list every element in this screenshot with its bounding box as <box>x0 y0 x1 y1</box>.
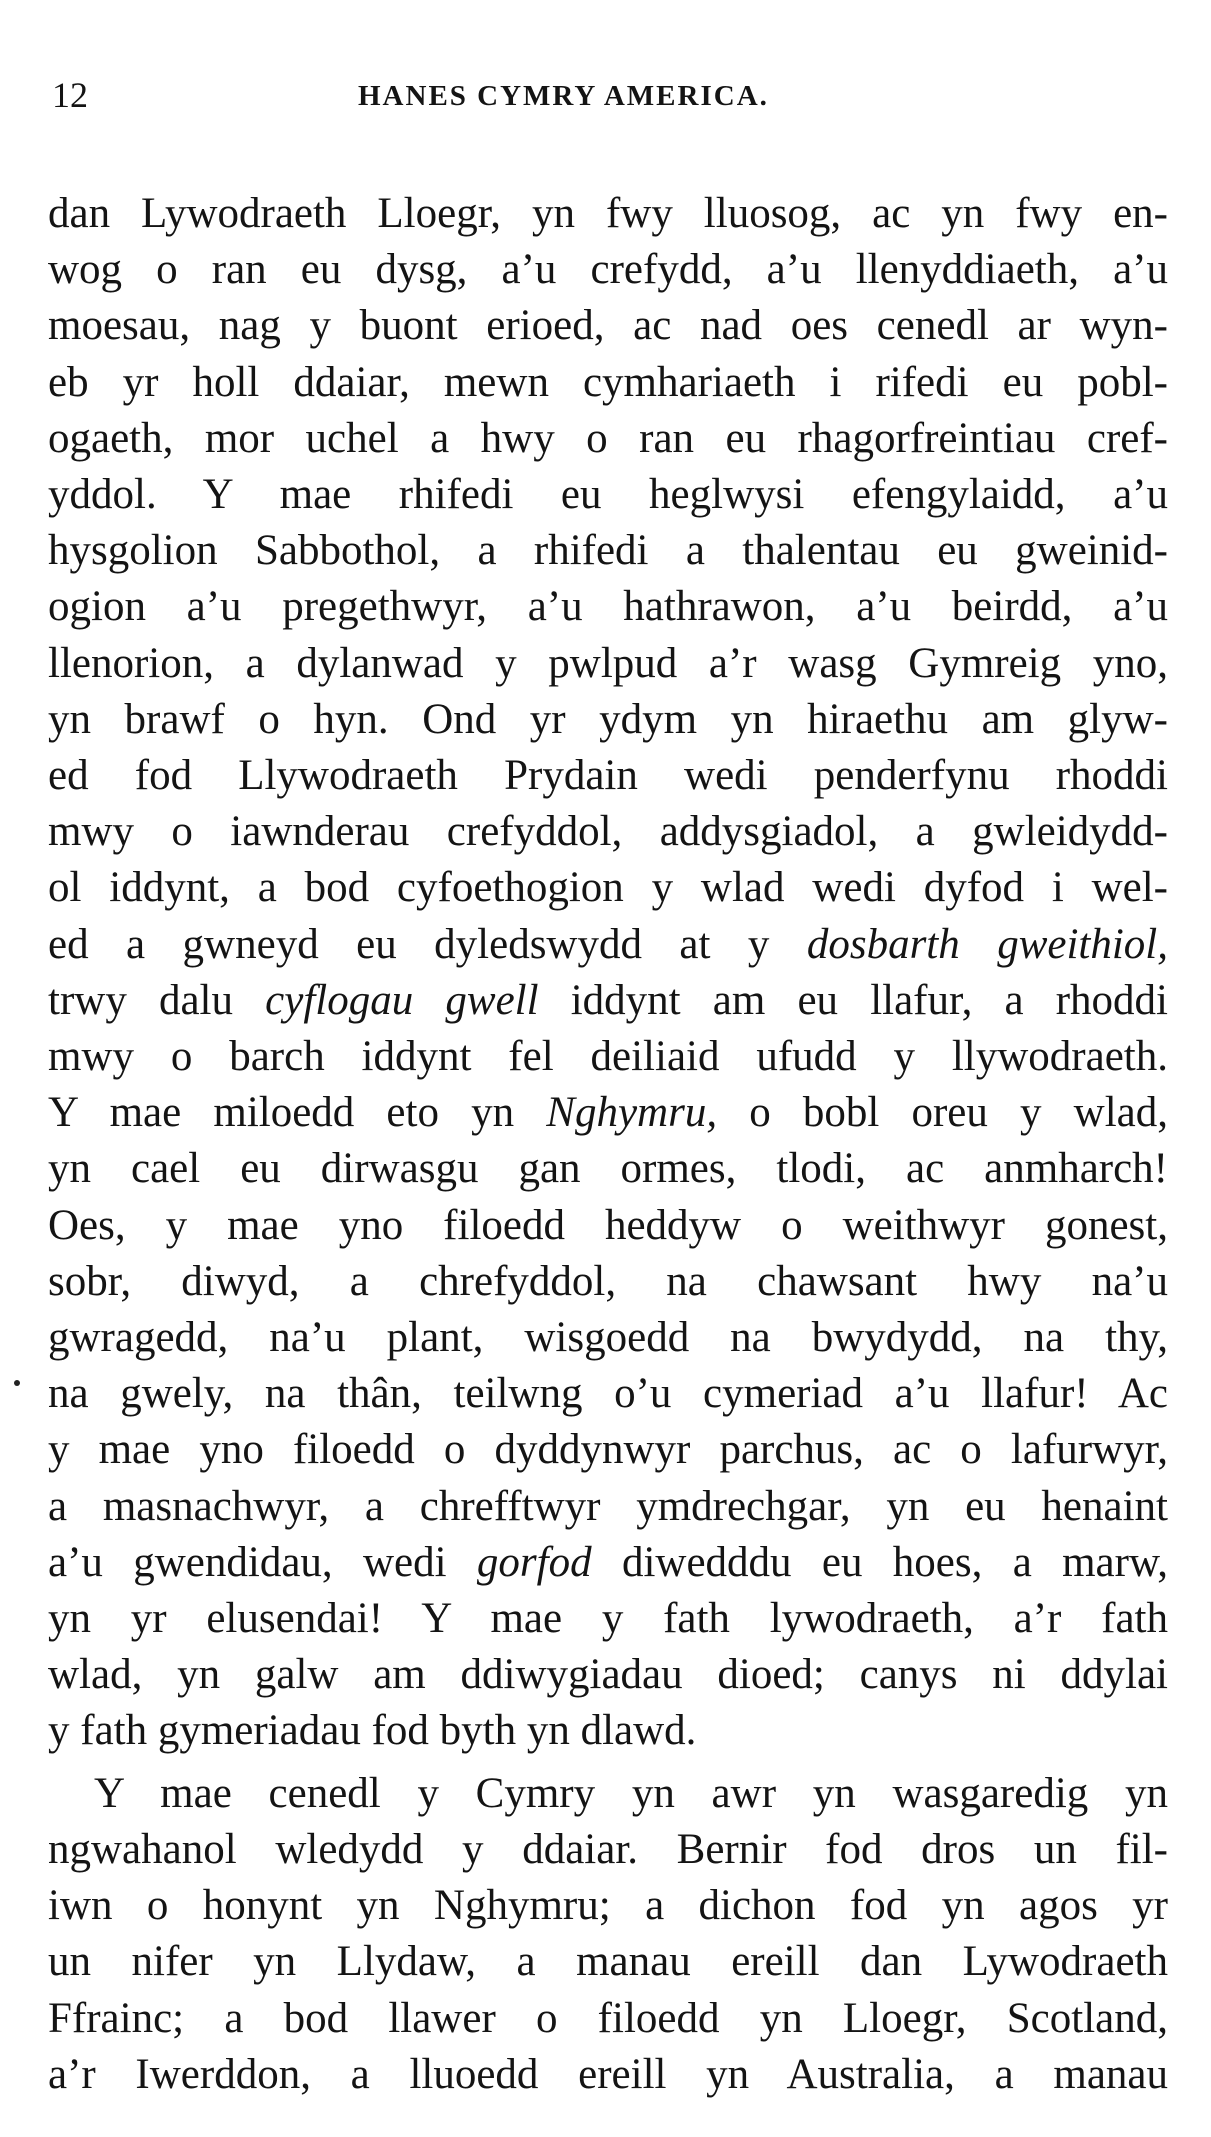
text-line: mwy o iawnderau crefyddol, addysgiadol, a gwleidydd- <box>48 808 1168 856</box>
text-line-italic <box>48 1535 1168 1591</box>
text-line: gwragedd, na’u plant, wisgoedd na bwydydd, na thy, <box>48 1314 1168 1362</box>
print-speck <box>14 1380 20 1386</box>
text-line: mwy o barch iddynt fel deiliaid ufudd y llywodraeth. <box>48 1033 1168 1081</box>
text-line: ngwahanol wledydd y ddaiar. Bernir fod dros un fil- <box>48 1825 1168 1873</box>
text-line: wog o ran eu dysg, a’u crefydd, a’u llenyddiaeth, a’u <box>48 246 1168 294</box>
text-line: Oes, y mae yno filoedd heddyw o weithwyr gonest, <box>48 1201 1168 1249</box>
italic-phrase: dosbarth gweithiol, <box>806 920 1168 968</box>
line-text: iddynt am eu llafur, a rhoddi <box>538 976 1168 1024</box>
text-line-italic <box>48 1085 1168 1141</box>
text-line: na gwely, na thân, teilwng o’u cymeriad a’u llafur! Ac <box>48 1370 1168 1418</box>
text-line: iwn o honynt yn Nghymru; a dichon fod yn agos yr <box>48 1882 1168 1930</box>
italic-phrase: gorfod <box>476 1538 592 1586</box>
text-line: Ffrainc; a bod llawer o filoedd yn Lloegr, Scotland, <box>48 1994 1168 2042</box>
paragraph-2 <box>48 1766 1168 2103</box>
text-line: y mae yno filoedd o dyddynwyr parchus, ac o lafurwyr, <box>48 1426 1168 1474</box>
text-line: yddol. Y mae rhifedi eu heglwysi efengylaidd, a’u <box>48 471 1168 519</box>
text-line: y fath gymeriadau fod byth yn dlawd. <box>48 1707 697 1755</box>
page-number: 12 <box>52 75 88 115</box>
text-line: eb yr holl ddaiar, mewn cymhariaeth i rifedi eu pobl- <box>48 358 1168 406</box>
line-text: Y mae miloedd eto yn <box>48 1089 547 1137</box>
page-header <box>48 74 1168 134</box>
text-line: ogion a’u pregethwyr, a’u hathrawon, a’u beirdd, a’u <box>48 583 1168 631</box>
text-line: ol iddynt, a bod cyfoethogion y wlad wedi dyfod i wel- <box>48 864 1168 912</box>
text-line: ed fod Llywodraeth Prydain wedi penderfynu rhoddi <box>48 752 1168 800</box>
text-line-italic <box>48 973 1168 1029</box>
line-text: trwy dalu <box>48 976 266 1024</box>
text-line: wlad, yn galw am ddiwygiadau dioed; canys ni ddylai <box>48 1651 1168 1699</box>
page-body <box>48 186 1168 2103</box>
text-line: Y mae cenedl y Cymry yn awr yn wasgaredig yn <box>94 1769 1168 1817</box>
text-line: llenorion, a dylanwad y pwlpud a’r wasg Gymreig yno, <box>48 639 1168 687</box>
text-line-italic <box>48 917 1168 973</box>
text-line: a’r Iwerddon, a lluoedd ereill yn Australia, a manau <box>48 2050 1168 2098</box>
text-line: yn yr elusendai! Y mae y fath lywodraeth, a’r fath <box>48 1595 1168 1643</box>
text-line: yn brawf o hyn. Ond yr ydym yn hiraethu am glyw- <box>48 695 1168 743</box>
line-text: a’u gwendidau, wedi <box>48 1538 477 1586</box>
text-line: sobr, diwyd, a chrefyddol, na chawsant hwy na’u <box>48 1257 1168 1305</box>
text-line: hysgolion Sabbothol, a rhifedi a thalentau eu gweinid- <box>48 527 1168 575</box>
text-line: moesau, nag y buont erioed, ac nad oes cenedl ar wyn- <box>48 302 1168 350</box>
text-line: a masnachwyr, a chrefftwyr ymdrechgar, yn eu henaint <box>48 1482 1168 1530</box>
text-line: dan Lywodraeth Lloegr, yn fwy lluosog, ac yn fwy en- <box>48 190 1168 237</box>
italic-phrase: Nghymru, <box>546 1089 718 1137</box>
running-head: HANES CYMRY AMERICA. <box>358 80 769 112</box>
italic-phrase: cyflogau gwell <box>265 976 539 1024</box>
line-text: diwedddu eu hoes, a marw, <box>591 1538 1168 1586</box>
text-line: un nifer yn Llydaw, a manau ereill dan Lywodraeth <box>48 1938 1168 1986</box>
text-line: yn cael eu dirwasgu gan ormes, tlodi, ac anmharch! <box>48 1145 1168 1193</box>
text-line: ogaeth, mor uchel a hwy o ran eu rhagorfreintiau cref- <box>48 414 1168 462</box>
book-page <box>48 74 1168 2103</box>
paragraph-1 <box>48 186 1168 1760</box>
line-text: o bobl oreu y wlad, <box>717 1089 1168 1137</box>
line-text: ed a gwneyd eu dyledswydd at y <box>48 920 807 968</box>
